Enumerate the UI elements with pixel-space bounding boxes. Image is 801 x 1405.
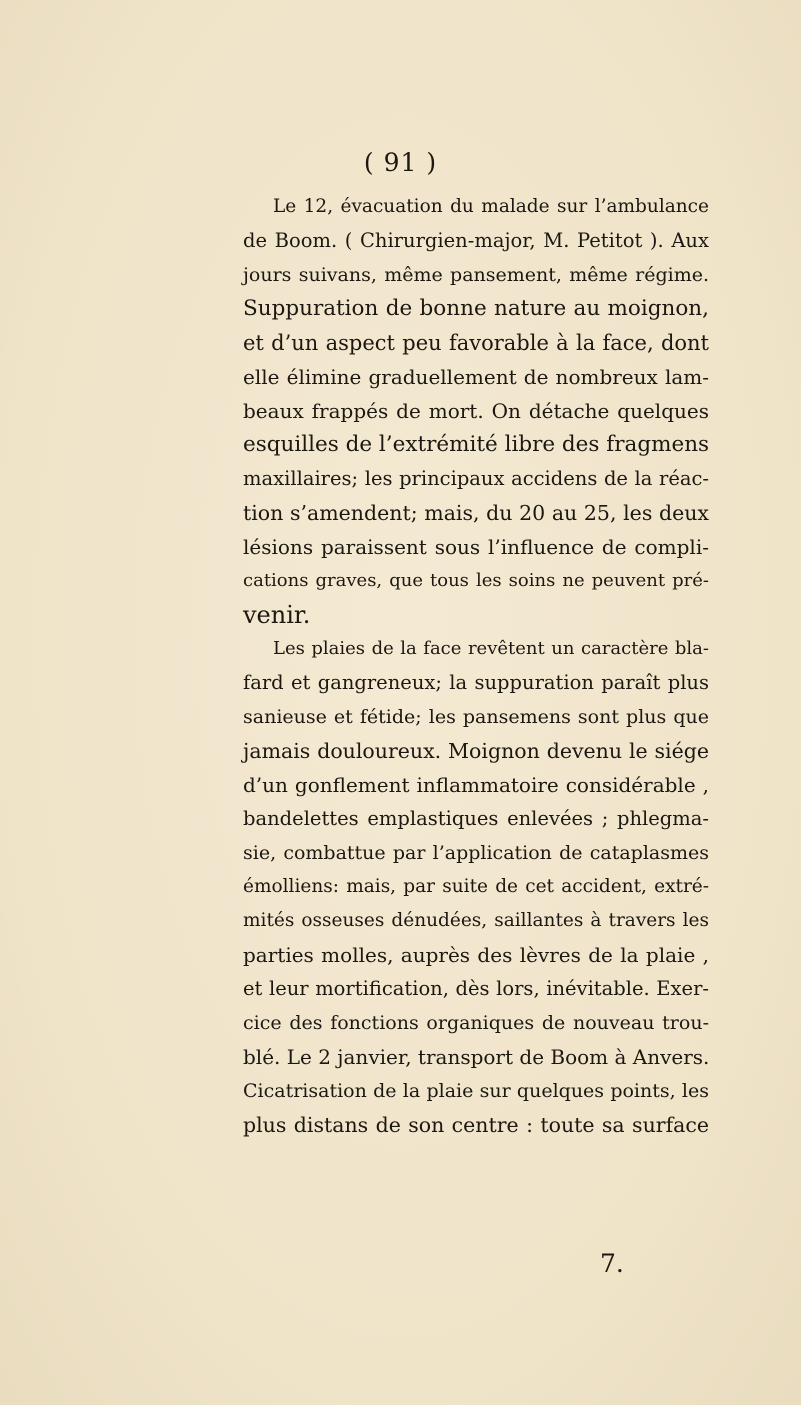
text-line: fard et gangreneux; la suppuration paraît plus (243, 671, 709, 694)
text-line: sie, combattue par l’application de cataplasmes (243, 842, 709, 864)
text-line: Cicatrisation de la plaie sur quelques points, les (243, 1080, 709, 1102)
text-line: bandelettes emplastiques enlevées ; phlegma- (243, 807, 709, 830)
text-line: tion s’amendent; mais, du 20 au 25, les deux (243, 501, 709, 525)
text-line: émolliens: mais, par suite de cet accident, extré- (243, 876, 709, 897)
text-line: Le 12, évacuation du malade sur l’ambulance (273, 196, 709, 217)
text-line: Les plaies de la face revêtent un caractère bla- (273, 638, 709, 659)
text-line: elle élimine graduellement de nombreux lam- (243, 365, 709, 389)
text-line: mités osseuses dénudées, saillantes à travers les (243, 910, 709, 931)
text-line: esquilles de l’extrémité libre des fragmens (243, 432, 710, 457)
text-line: maxillaires; les principaux accidens de la réac- (243, 467, 709, 490)
text-line: cations graves, que tous les soins ne peuvent pré- (243, 570, 709, 591)
text-line: de Boom. ( Chirurgien-major, M. Petitot ). Aux (243, 229, 709, 252)
text-line: d’un gonflement inflammatoire considérable , (243, 773, 709, 797)
text-line: jamais douloureux. Moignon devenu le siége (243, 739, 709, 763)
text-line: beaux frappés de mort. On détache quelques (243, 399, 709, 423)
text-line: plus distans de son centre : toute sa surface (243, 1113, 709, 1137)
text-line: venir. (243, 601, 311, 629)
text-line: lésions paraissent sous l’influence de compli- (243, 535, 709, 559)
text-line: parties molles, auprès des lèvres de la plaie , (243, 943, 709, 967)
text-line: cice des fonctions organiques de nouveau trou- (243, 1012, 709, 1034)
text-line: et d’un aspect peu favorable à la face, dont (243, 331, 709, 355)
page-number: ( 91 ) (363, 148, 438, 177)
text-line: sanieuse et fétide; les pansemens sont plus que (243, 706, 709, 728)
text-line: Suppuration de bonne nature au moignon, (243, 296, 709, 321)
text-line: blé. Le 2 janvier, transport de Boom à Anvers. (243, 1045, 710, 1069)
signature-mark: 7. (600, 1249, 624, 1278)
text-line: jours suivans, même pansement, même régime. (243, 264, 709, 286)
text-line: et leur mortification, dès lors, inévitable. Exer- (243, 977, 709, 1000)
